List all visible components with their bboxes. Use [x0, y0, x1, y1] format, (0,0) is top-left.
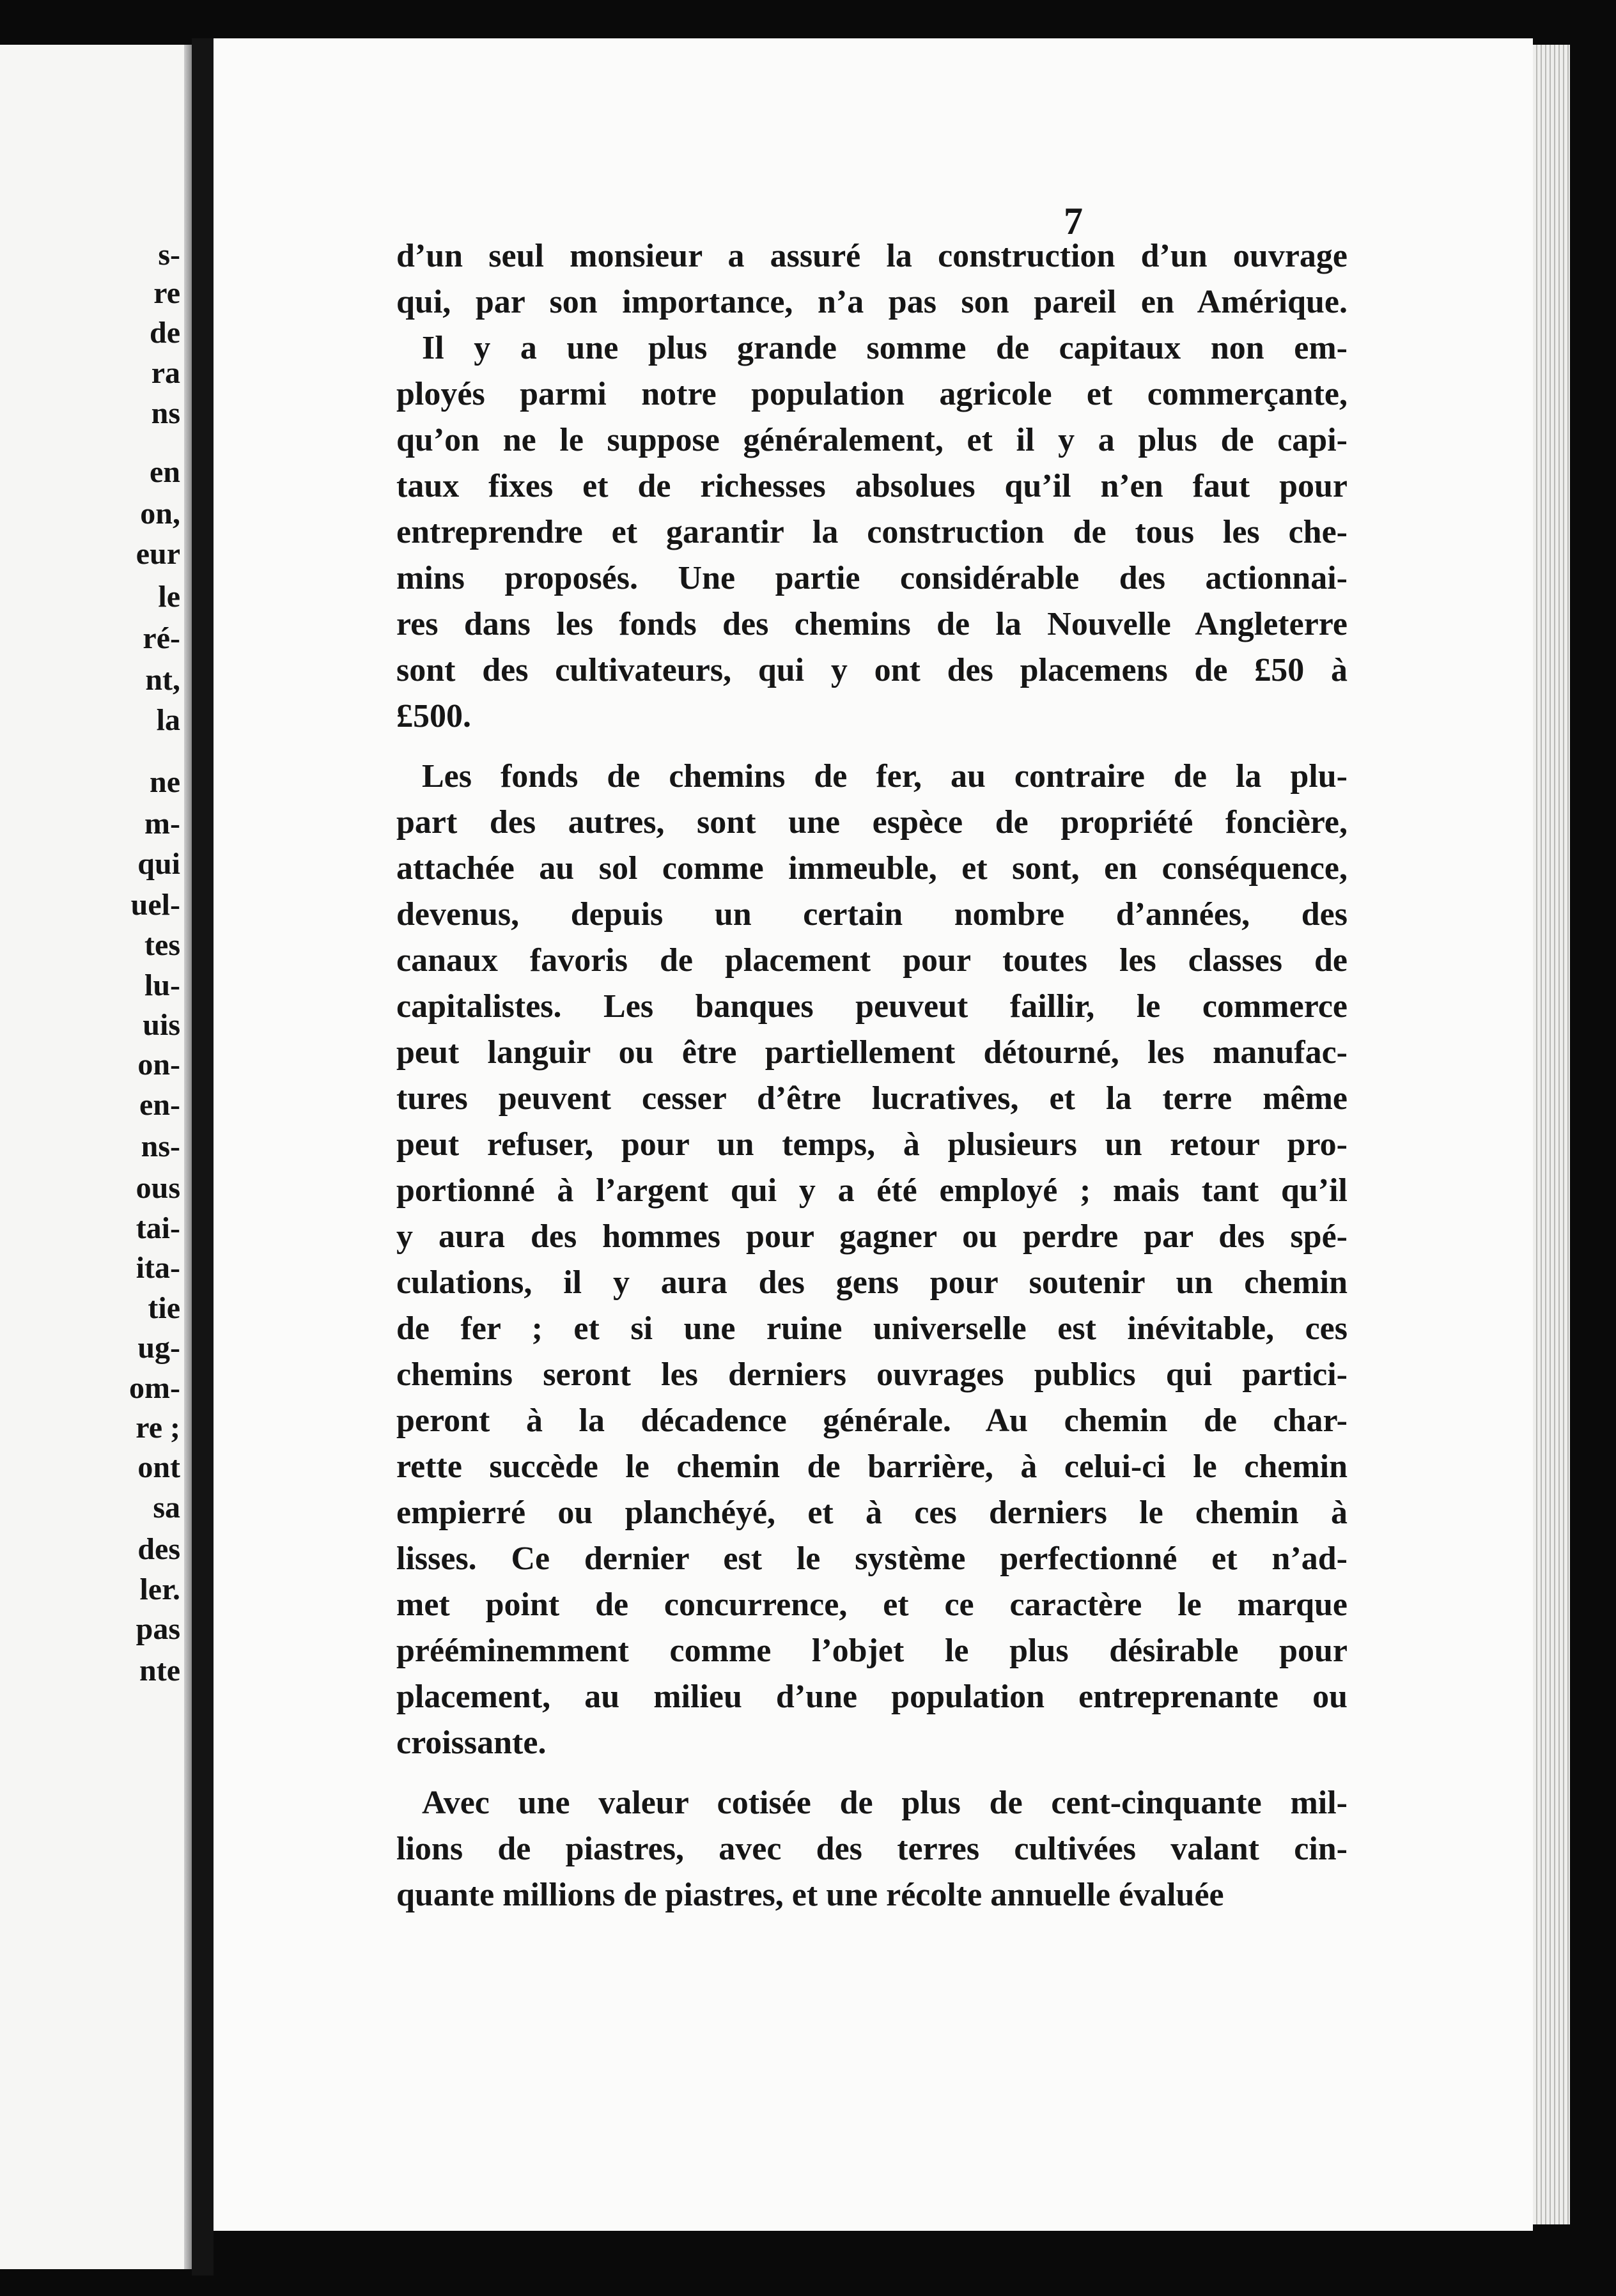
left-fragment: ns-: [141, 1129, 180, 1163]
left-fragment: tai-: [136, 1211, 180, 1245]
text-line: culations, il y aura des gens pour soutenir un chemin: [396, 1264, 1348, 1301]
left-fragment: la: [156, 703, 180, 737]
text-line: empierré ou planchéyé, et à ces derniers le chemin à: [396, 1494, 1348, 1531]
left-fragment: ont: [137, 1450, 180, 1484]
text-line: devenus, depuis un certain nombre d’années, des: [396, 896, 1348, 933]
left-fragment: en: [150, 455, 180, 489]
text-line: met point de concurrence, et ce caractère le marque: [396, 1586, 1348, 1623]
left-fragment: uis: [143, 1008, 180, 1042]
text-line: £500.: [396, 698, 471, 734]
text-line: Avec une valeur cotisée de plus de cent-cinquante mil-: [422, 1785, 1348, 1821]
left-fragment: ita-: [136, 1251, 180, 1285]
text-line: tures peuvent cesser d’être lucratives, et la terre même: [396, 1080, 1348, 1117]
page-edge-stack: [1533, 45, 1570, 2224]
text-line: peut languir ou être partiellement détourné, les manufac-: [396, 1034, 1348, 1071]
page-number: 7: [1064, 200, 1083, 242]
left-fragment: s-: [158, 238, 180, 272]
text-line: sont des cultivateurs, qui y ont des placemens de £50 à: [396, 652, 1348, 688]
text-line: y aura des hommes pour gagner ou perdre par des spé-: [396, 1218, 1348, 1255]
book-gutter: [192, 38, 214, 2276]
text-line: qui, par son importance, n’a pas son pareil en Amérique.: [396, 284, 1348, 320]
text-line: croissante.: [396, 1725, 547, 1761]
left-fragment: tes: [144, 928, 180, 962]
left-fragment: ra: [151, 356, 180, 390]
left-fragment: om-: [129, 1371, 180, 1405]
text-line: peront à la décadence générale. Au chemin de char-: [396, 1402, 1348, 1439]
left-fragment: nte: [139, 1654, 180, 1687]
text-line: de fer ; et si une ruine universelle est inévitable, ces: [396, 1310, 1348, 1347]
left-fragment: ré-: [143, 621, 180, 655]
text-line: Les fonds de chemins de fer, au contraire de la plu-: [422, 758, 1348, 795]
left-page: [0, 45, 192, 2269]
text-line: prééminemment comme l’objet le plus désirable pour: [396, 1633, 1348, 1669]
text-line: rette succède le chemin de barrière, à celui-ci le chemin: [396, 1448, 1348, 1485]
left-fragment: re ;: [136, 1411, 180, 1445]
left-fragment: uel-: [130, 888, 180, 922]
text-line: entreprendre et garantir la construction de tous les che-: [396, 514, 1348, 550]
text-line: placement, au milieu d’une population entreprenante ou: [396, 1679, 1348, 1715]
text-line: attachée au sol comme immeuble, et sont, en conséquence,: [396, 850, 1348, 887]
left-fragment: re: [153, 276, 180, 310]
left-fragment: m-: [144, 807, 180, 841]
text-line: canaux favoris de placement pour toutes les classes de: [396, 942, 1348, 979]
text-line: capitalistes. Les banques peuveut faillir, le commerce: [396, 988, 1348, 1025]
left-fragment: le: [158, 580, 180, 614]
body-text: [396, 233, 1348, 1918]
text-line: taux fixes et de richesses absolues qu’il n’en faut pour: [396, 468, 1348, 504]
text-line: qu’on ne le suppose généralement, et il y a plus de capi-: [396, 422, 1348, 458]
left-fragment: sa: [153, 1491, 180, 1524]
text-line: lions de piastres, avec des terres cultivées valant cin-: [396, 1831, 1348, 1867]
left-fragment: pas: [136, 1612, 180, 1646]
text-line: quante millions de piastres, et une récolte annuelle évaluée: [396, 1877, 1224, 1913]
left-fragment: on,: [140, 497, 180, 531]
left-fragment: nt,: [145, 663, 180, 697]
left-fragment: ous: [136, 1171, 180, 1205]
left-fragment: des: [137, 1532, 180, 1566]
text-line: peut refuser, pour un temps, à plusieurs un retour pro-: [396, 1126, 1348, 1163]
left-fragment: on-: [137, 1048, 180, 1082]
text-line: res dans les fonds des chemins de la Nouvelle Angleterre: [396, 606, 1348, 642]
text-line: ployés parmi notre population agricole et commerçante,: [396, 376, 1348, 412]
text-line: d’un seul monsieur a assuré la construction d’un ouvrage: [396, 238, 1348, 274]
left-fragment: qui: [137, 847, 180, 881]
left-fragment: lu-: [144, 968, 180, 1002]
text-line: Il y a une plus grande somme de capitaux non em-: [422, 330, 1348, 366]
text-line: part des autres, sont une espèce de propriété foncière,: [396, 804, 1348, 841]
text-line: portionné à l’argent qui y a été employé ; mais tant qu’il: [396, 1172, 1348, 1209]
left-fragment: de: [150, 316, 180, 350]
left-fragment: ne: [150, 765, 180, 799]
left-fragment: en-: [139, 1088, 180, 1122]
text-line: lisses. Ce dernier est le système perfectionné et n’ad-: [396, 1540, 1348, 1577]
text-line: chemins seront les derniers ouvrages publics qui partici-: [396, 1356, 1348, 1393]
left-page-edge: [184, 45, 192, 2269]
left-fragment: tie: [148, 1291, 180, 1325]
left-fragment: ug-: [137, 1331, 180, 1365]
left-fragment: eur: [136, 537, 180, 571]
text-line: mins proposés. Une partie considérable des actionnai-: [396, 560, 1348, 596]
left-fragment: ler.: [139, 1572, 180, 1606]
left-fragment: ns: [151, 396, 180, 430]
